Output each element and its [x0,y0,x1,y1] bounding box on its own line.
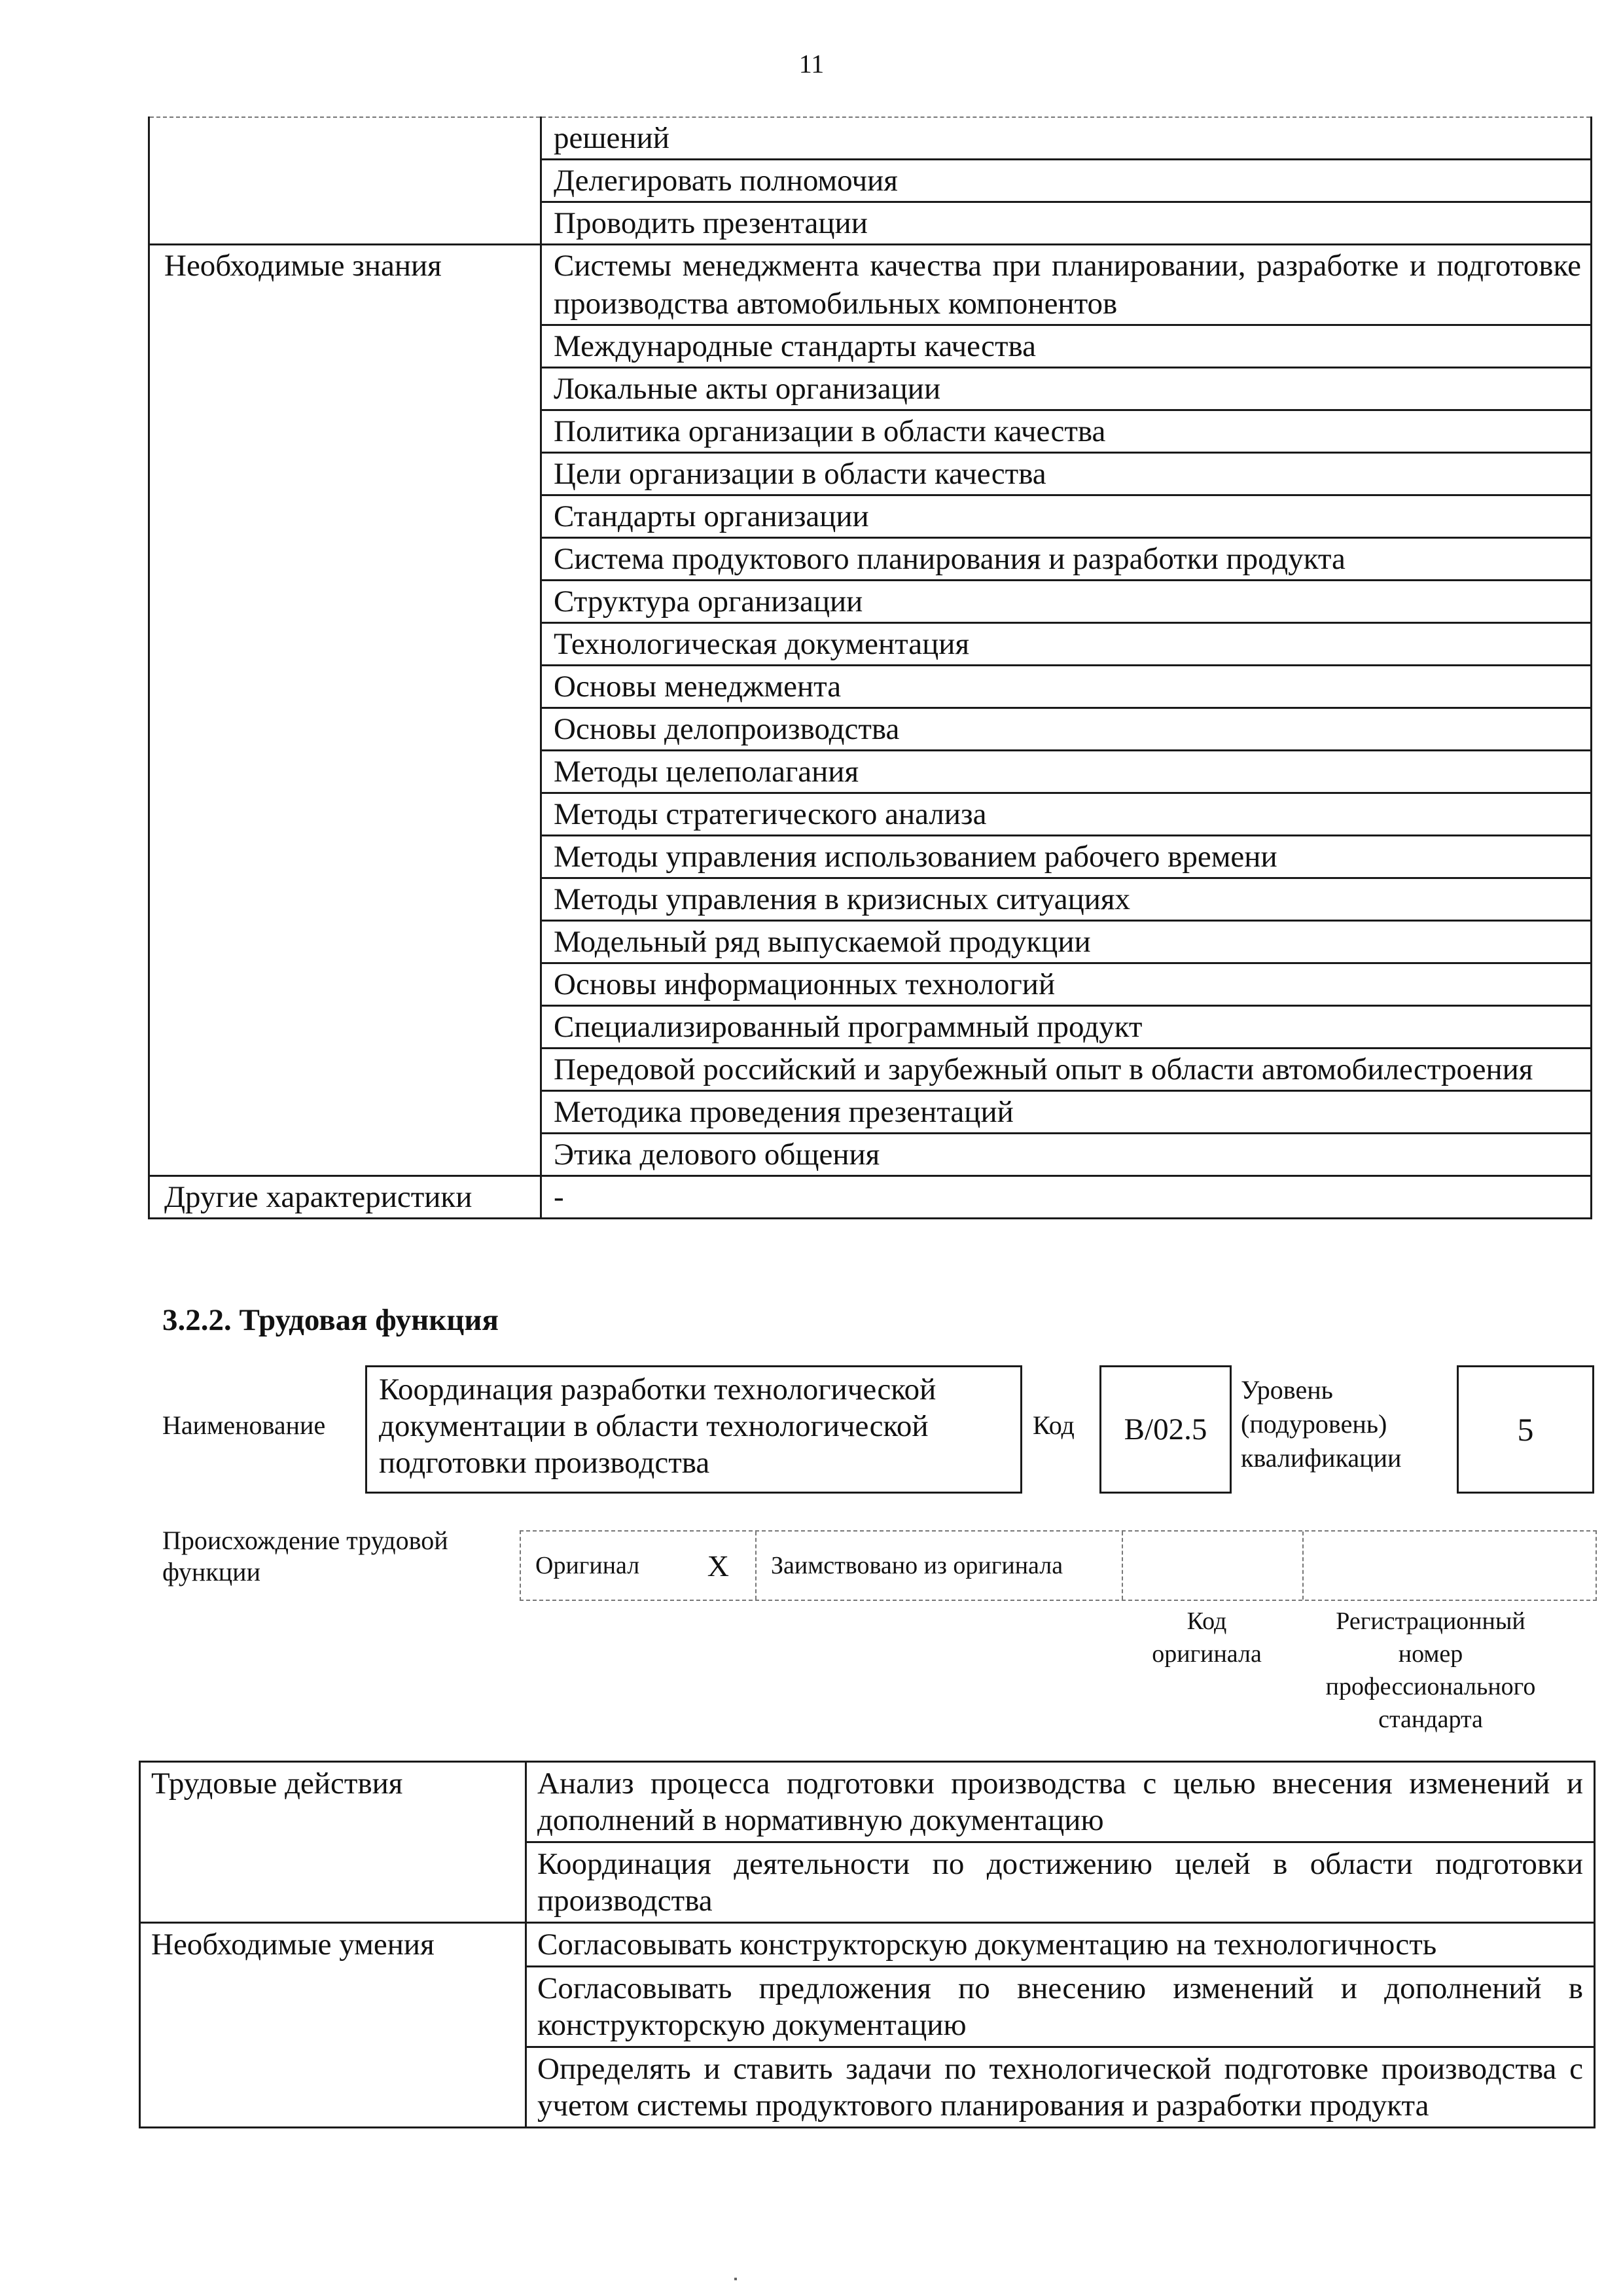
origin-original-cell [521,1532,757,1600]
knowledge-table [148,117,1592,1219]
table-row: Системы менеджмента качества при планировании, разработке и подготовке производства автомобильных компонентов [541,245,1592,325]
section-title: 3.2.2. Трудовая функция [162,1303,499,1337]
level-label-line: (подуровень) [1241,1409,1387,1439]
knowledge-label: Необходимые знания [149,245,541,1176]
level-label-line: квалификации [1241,1443,1402,1473]
table-row: Методы управления использованием рабочего времени [541,836,1592,878]
caption-line: оригинала [1152,1640,1262,1668]
code-label: Код [1033,1410,1075,1440]
table-row: Делегировать полномочия [541,160,1592,202]
caption-line: профессионального [1325,1673,1536,1700]
level-value: 5 [1517,1411,1534,1448]
table-row: Методы управления в кризисных ситуациях [541,878,1592,921]
table-row: Этика делового общения [541,1134,1592,1176]
table-row: Основы делопроизводства [541,708,1592,751]
origin-label-line: Происхождение трудовой [162,1526,448,1555]
code-box [1099,1365,1232,1494]
table-row: Модельный ряд выпускаемой продукции [541,921,1592,963]
caption-line: номер [1398,1640,1463,1668]
caption-line: стандарта [1378,1706,1483,1733]
origin-reg-cell [1304,1532,1596,1600]
scan-mark [734,2278,737,2280]
level-label [1241,1373,1401,1475]
origin-original: Оригинал [535,1552,640,1579]
table-row: Определять и ставить задачи по технологической подготовке производства с учетом системы продуктового планирования и разработки продукта [526,2047,1595,2128]
actions-label: Трудовые действия [140,1762,526,1923]
table-row: Цели организации в области качества [541,453,1592,495]
table-row: решений [541,117,1592,160]
table-row: Методы стратегического анализа [541,793,1592,836]
name-label: Наименование [162,1410,326,1440]
function-name: Координация разработки технологической документации в области технологической подготовки производства [379,1372,936,1480]
table-row: Международные стандарты качества [541,325,1592,368]
table-row: Локальные акты организации [541,368,1592,410]
caption-code [1122,1605,1292,1670]
table-row: Методы целеполагания [541,751,1592,793]
table-row: Проводить презентации [541,202,1592,245]
table-row: Стандарты организации [541,495,1592,538]
table-row: Система продуктового планирования и разработки продукта [541,538,1592,581]
caption-registration [1300,1605,1561,1736]
code-value: B/02.5 [1124,1412,1207,1446]
origin-borrowed-cell [757,1532,1123,1600]
function-name-box [365,1365,1022,1494]
table-row: Согласовывать конструкторскую документацию на технологичность [526,1923,1595,1967]
origin-row [520,1530,1597,1601]
level-label-line: Уровень [1241,1375,1333,1405]
table-row: Методика проведения презентаций [541,1091,1592,1134]
caption-line: Регистрационный [1336,1607,1525,1635]
origin-label [162,1525,448,1588]
table-row: Основы информационных технологий [541,963,1592,1006]
table-row: Политика организации в области качества [541,410,1592,453]
other-label: Другие характеристики [149,1176,541,1219]
skills-label: Необходимые умения [140,1923,526,2128]
table-row: Специализированный программный продукт [541,1006,1592,1049]
caption-line: Код [1186,1607,1227,1635]
level-box [1457,1365,1594,1494]
table-row: Анализ процесса подготовки производства с целью внесения изменений и дополнений в нормативную документацию [526,1762,1595,1842]
origin-code-cell [1123,1532,1304,1600]
table-row: Технологическая документация [541,623,1592,666]
page-number: 11 [798,49,825,79]
table-row: Передовой российский и зарубежный опыт в области автомобилестроения [541,1049,1592,1091]
origin-label-line: функции [162,1557,260,1587]
origin-mark: X [707,1549,729,1583]
other-value: - [541,1176,1592,1219]
actions-table [139,1761,1596,2128]
origin-borrowed: Заимствовано из оригинала [771,1552,1063,1579]
table-row: Основы менеджмента [541,666,1592,708]
table-row: Согласовывать предложения по внесению изменений и дополнений в конструкторскую документацию [526,1967,1595,2047]
table-row: Структура организации [541,581,1592,623]
empty-label-cell [149,117,541,245]
table-row: Координация деятельности по достижению целей в области подготовки производства [526,1842,1595,1923]
